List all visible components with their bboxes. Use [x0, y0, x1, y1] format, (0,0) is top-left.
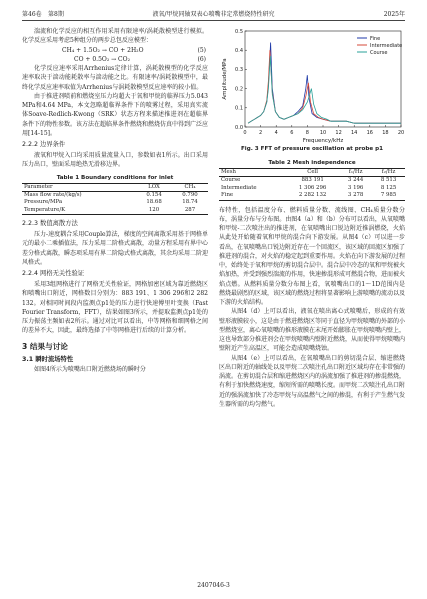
- y-tick-label: 0.5: [235, 28, 243, 35]
- table-header-cell: Mesh: [221, 169, 236, 175]
- x-tick-label: 14: [351, 130, 358, 136]
- table-header-cell: Cell: [307, 169, 318, 175]
- x-tick-label: 8: [305, 130, 309, 136]
- table-cell: 0.154: [146, 191, 162, 198]
- table-header-cell: Parameter: [24, 183, 53, 190]
- page-number: 2407046-3: [197, 582, 230, 589]
- y-tick-label: 0.1: [235, 105, 243, 112]
- equation-formula: CH₄ + 1.5O₂ → CO + 2H₂O: [62, 46, 144, 54]
- table-header-row: [219, 169, 405, 177]
- table-cell: 3 278: [347, 192, 364, 199]
- table-cell: 3 196: [347, 184, 364, 191]
- boundary-conditions-table: [22, 183, 208, 216]
- table-cell: 8 513: [380, 177, 397, 184]
- table-cell: Intermediate: [221, 184, 257, 191]
- table-row: [219, 177, 405, 185]
- fft-chart: [219, 27, 405, 145]
- table-header-cell: LOX: [148, 183, 160, 190]
- paragraph: 布特性，包括温度分布、燃料质量分数、流线图、CH₄质量分数分布，涡量分布与分布图。由图4（a）和（b）分布可以看出，从氧喷嘴和甲烷-二次喷注出的推进剂，在氧喷嘴出口锐边附近推涡燃烧，火焰从此处开始随着氧和甲烷的混合向下游发展。从图4（c）可以进一步看出，在氧喷嘴出口锐边附近存在一个回流区，该区域的回流区加强了推进剂的混合，对火焰的稳定起到重要作用。火焰在向下游发展的过程中，始终处于氧和甲烷的剪切混合层中。混合层中冷态的氧和甲烷被火焰加热，并受到强烈湍流的作用，快速掺混形成可燃混合物，进而被火焰点燃。从燃料质量分数分布图上看，氧喷嘴出口的1～1D范围内是燃烧最剧烈的区域，该区域的燃烧过程将显著影响上游喷嘴的流动以及下游的火焰结构。: [219, 206, 406, 307]
- x-tick-label: 6: [290, 130, 294, 136]
- table-header-cell: f₂/Hz: [381, 169, 396, 175]
- table-row: [22, 199, 208, 206]
- right-column: [219, 27, 405, 409]
- equation: [22, 55, 208, 64]
- mesh-independence-table: [219, 168, 405, 201]
- header-issue: 第8期: [48, 11, 64, 18]
- y-tick-label: 0.3: [235, 67, 243, 74]
- y-tick-label: 0.0: [235, 124, 243, 131]
- figure-caption: Fig. 3 FFT of pressure oscillation at probe p1: [240, 146, 383, 152]
- table-row: [219, 192, 405, 200]
- table-cell: Pressure/MPa: [24, 199, 63, 206]
- table-row: [22, 207, 208, 215]
- table-row: [219, 185, 405, 192]
- table-cell: Fine: [221, 192, 234, 199]
- series-line-course: [248, 56, 401, 123]
- legend-label: Fine: [370, 35, 381, 42]
- x-tick-label: 4: [274, 130, 278, 136]
- y-tick-label: 0.2: [235, 86, 243, 93]
- section-heading: 3 结果与讨论: [22, 341, 68, 351]
- x-tick-label: 10: [319, 130, 327, 136]
- table-cell: 3 244: [347, 177, 364, 184]
- table-cell: 1 306 296: [298, 184, 327, 191]
- table-cell: 883 191: [301, 177, 324, 184]
- table-caption: Table 2 Mesh independence: [268, 160, 356, 166]
- table-cell: Temperature/K: [24, 206, 66, 213]
- table-cell: 7 985: [380, 192, 397, 199]
- x-tick-label: 20: [397, 130, 405, 136]
- x-axis-label: Frequency/kHz: [302, 138, 344, 144]
- header-volume: 第46卷: [22, 11, 42, 18]
- paragraph: 液氧和甲烷入口均采用质量流量入口，参数如表1所示。出口采用压力出口，壁面采用绝热无滑移边界。: [22, 152, 208, 169]
- table-cell: 18.68: [146, 199, 162, 206]
- table-cell: Mass flow rate/(kg/s): [24, 191, 82, 198]
- table-header-cell: f₁/Hz: [348, 169, 363, 175]
- y-axis-label: Amplitude/MPa: [222, 58, 228, 100]
- table-cell: 18.74: [182, 199, 198, 206]
- table-cell: 8 125: [380, 184, 397, 191]
- left-column: [22, 27, 208, 374]
- x-tick-label: 12: [335, 130, 342, 136]
- subsection-heading: 2.2.3 数值离散方法: [22, 220, 78, 228]
- equation-formula: CO + 0.5O₂ → CO₂: [74, 55, 130, 63]
- paragraph: 如图4所示为喷嘴出口附近燃烧场的瞬时分: [34, 365, 146, 373]
- table-header-cell: CH₄: [184, 183, 196, 190]
- running-header: [22, 9, 405, 21]
- paragraph: 由于推进剂喷前和燃烧室压力均超大于氧和甲烷的临界压力5.043 MPa和4.64 MPa，本文忽略超临界条件下的喷雾过程，采用真实流体Soave-Redlich-Kwong（SRK）状态方程来描述推进剂在超临界条件下的物性参数。该方法在超临界条件燃烧和燃烧仿真中得到广泛应用[14-15]。: [22, 92, 209, 137]
- table-cell: 120: [148, 206, 160, 213]
- x-tick-label: 2: [259, 130, 263, 136]
- equation: [22, 46, 208, 55]
- fft-figure: [219, 27, 405, 145]
- subsection-heading: 2.2.4 网格无关性验证: [22, 270, 85, 278]
- table-cell: 2 282 132: [298, 192, 327, 199]
- y-tick-label: 0.4: [235, 48, 243, 54]
- paragraph: 采用3组网格进行了网格无关性验证，网格加密区域为靠近燃烧区和喷嘴出口附近，网格数目分别为：883 191、1 306 296和2 282 132。对相同时间段内监测点p1处的压力进行快速傅里叶变换（Fast Fourier Transform，FFT），结果如图3所示，并提取监测点p1处的压力振荡主频如表2所示。通过对比可以看出，中等网格和细网格之间的差异不大，因此，最终选择了中等网格进行后续的计算分析。: [22, 281, 208, 335]
- table-row: [22, 191, 208, 199]
- table-header-row: [22, 183, 208, 191]
- table-cell: Course: [221, 177, 241, 184]
- header-year: 2025年: [383, 11, 405, 18]
- paragraph: 从图4（d）上可以看出，液氧在喷出离心式喷嘴后，形成的有效壁形液膜较小，这是由于燃进燃烧区等同于直径为甲烷喷嘴的外部的小型燃烧室，离心氧喷嘴的推形液膜在末尾开始膨胀在甲烷喷嘴内壁上，这也导致部分推进剂会在甲烷喷嘴内壁附近燃烧，从而使得甲烷喷嘴内壁附近产生高温区，可能会造成喷嘴烧蚀。: [219, 308, 406, 353]
- table-cell: 287: [184, 206, 196, 213]
- paragraph: 从图4（e）上可以看出，在氧喷嘴出口的剪切混合层、缩进燃烧区出口附近的轴线处以及甲烷二次喷注孔出口附近区域均存在非常强的涡流。在剪切混合层和缩进燃烧区内的涡流加强了推进剂的掺混燃烧，有利于加快燃烧速度，缩短所需的喷嘴长度。而甲烷二次喷注孔出口附近的强涡流加快了冷态甲烷与高温燃气之间的掺混，有利于产生燃气发生器所需的均匀燃气。: [219, 354, 406, 408]
- equation-number: (5): [197, 46, 206, 54]
- equation-number: (6): [197, 55, 206, 63]
- paragraph: 压力-速度耦合采用Couple算法，梯度的空间离散采用基于网格单元的最小二乘插值法，压力采用二阶格式离散，动量方程采用有界中心差分格式离散，瞬态项采用有界二阶隐式格式离散，其余均采用二阶迎风格式。: [22, 231, 209, 266]
- paragraph: 湍流和化学反应的相互作用采用有限速率/涡耗散模型进行模拟。化学反应采用考虑5种组分的两步总包反应模型：: [22, 28, 208, 45]
- header-title: 液氧/甲烷同轴双表心喷嘴非定常燃烧特性研究: [152, 11, 275, 18]
- table-caption: Table 1 Boundary conditions for inlet: [56, 174, 174, 181]
- subsection-heading: 3.1 瞬时流场特性: [22, 355, 74, 363]
- x-tick-label: 0: [243, 130, 247, 136]
- legend-label: Course: [370, 49, 388, 56]
- subsection-heading: 2.2.2 边界条件: [22, 141, 66, 148]
- x-tick-label: 18: [382, 130, 389, 136]
- x-tick-label: 16: [366, 130, 373, 136]
- paragraph: 化学反应速率采用Arrhenius定律计算，涡耗散模型的化学反应速率取决于湍动能耗散率与湍动能之比。有限速率/涡耗散模型中，最终化学反应速率取值为Arrhenius与涡耗散模型反应速率的较小值。: [22, 65, 208, 91]
- table-cell: 0.790: [182, 191, 198, 198]
- legend-label: Intermediate: [370, 42, 403, 49]
